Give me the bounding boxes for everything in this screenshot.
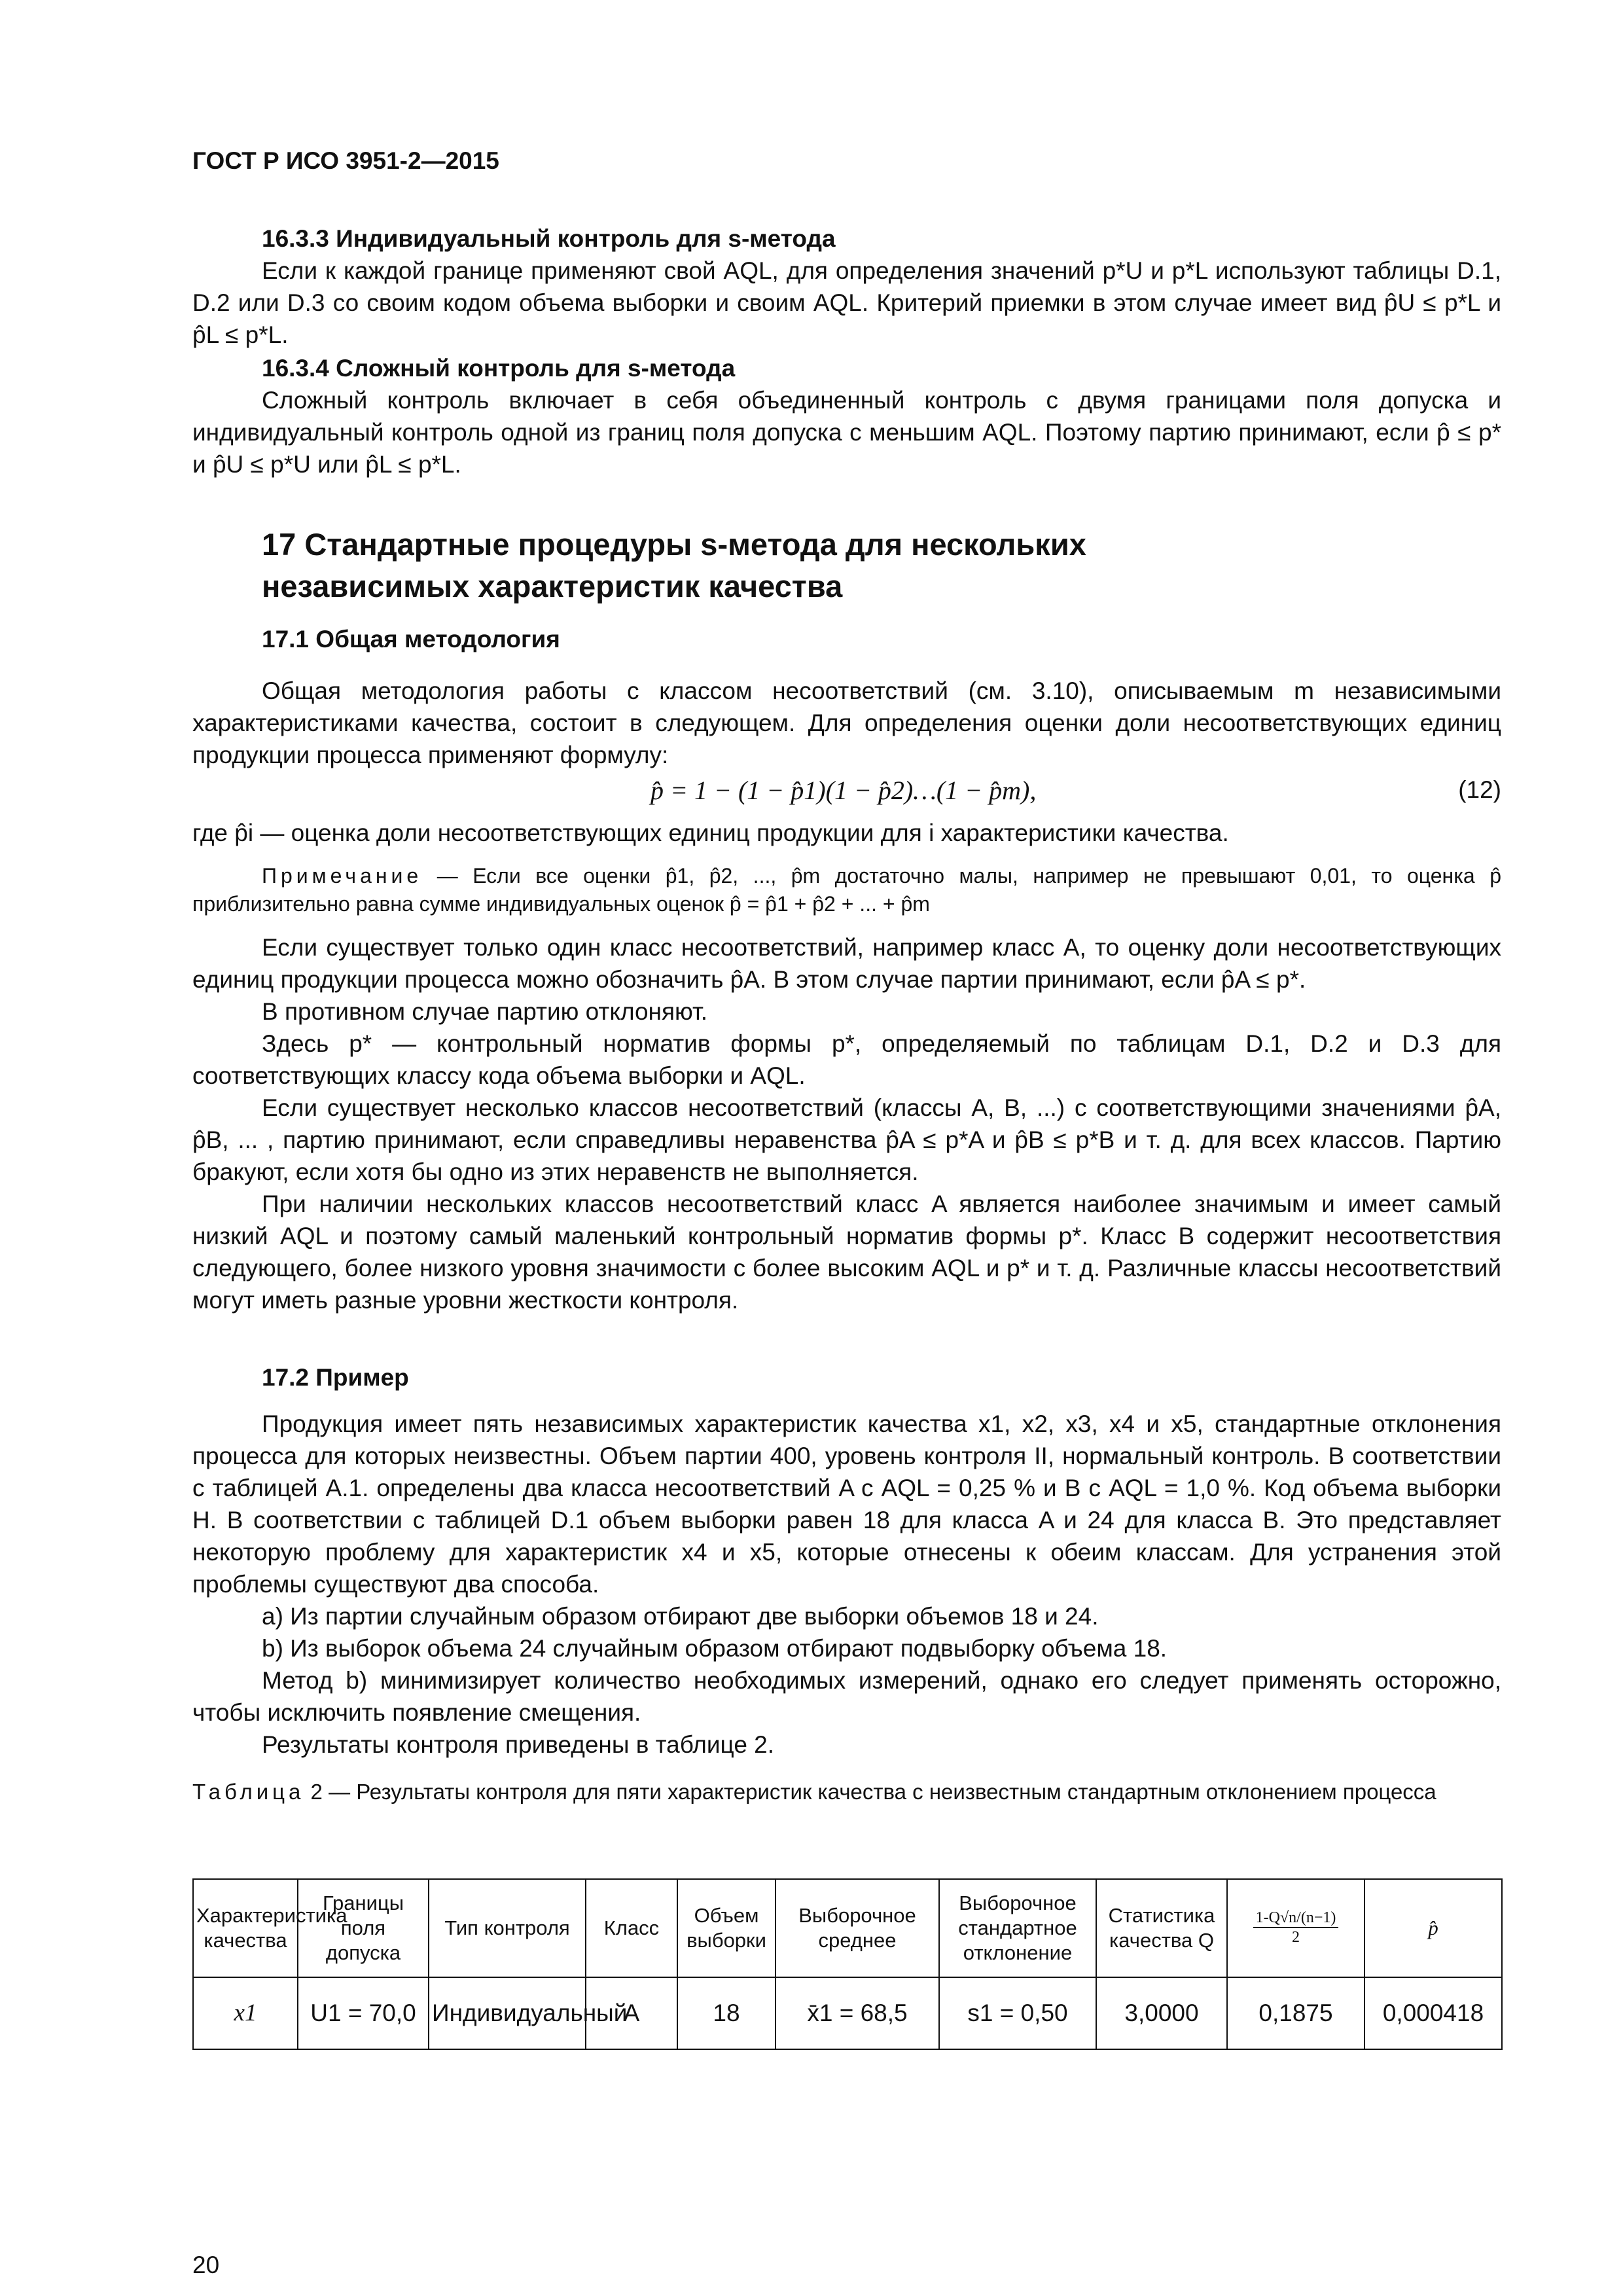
- col-sample-mean: Выборочное среднее: [776, 1879, 939, 1977]
- section-16-3-3: [192, 223, 1501, 351]
- heading-line-2: независимых характеристик качества: [262, 569, 843, 603]
- paragraph: Если существует только один класс несоответствий, например класс A, то оценку доли несоответствующих единиц продукции процесса можно обозначить p̂A. В этом случае партии принимают, если p̂A ≤ p*.: [192, 934, 1501, 993]
- section-17-heading: [192, 524, 1501, 607]
- formula-legend: где p̂i — оценка доли несоответствующих единиц продукции для i характеристики качества.: [192, 819, 1229, 846]
- cell-characteristic: x1: [193, 1977, 298, 2049]
- heading-line-1: 17 Стандартные процедуры s-метода для нескольких: [262, 527, 1086, 562]
- cell-formula-value: 0,1875: [1227, 1977, 1364, 2049]
- section-text: Сложный контроль включает в себя объединенный контроль с двумя границами поля допуска и индивидуальный контроль одной из границ поля допуска с меньшим AQL. Поэтому партию принимают, если p̂ ≤ p* и p̂U ≤ p*U или p̂L ≤ p*L.: [192, 387, 1501, 478]
- col-formula: [1227, 1879, 1364, 1977]
- section-title: 16.3.3 Индивидуальный контроль для s-метода: [262, 225, 836, 252]
- section-title: 16.3.4 Сложный контроль для s-метода: [262, 355, 736, 382]
- table-header-row: [193, 1879, 1502, 1977]
- col-tolerance-limits: Границы поля допуска: [298, 1879, 429, 1977]
- note-label: Примечание: [262, 864, 423, 888]
- col-inspection-type: Тип контроля: [429, 1879, 586, 1977]
- cell-sample-size: 18: [677, 1977, 776, 2049]
- section-title: 17.2 Пример: [262, 1364, 409, 1391]
- formula: p̂ = 1 − (1 − p̂1)(1 − p̂2)…(1 − p̂m),: [651, 776, 1037, 805]
- cell-tolerance-limit: U1 = 70,0: [298, 1977, 429, 2049]
- header-fraction: [1253, 1909, 1339, 1946]
- col-quality-statistic: Статистика качества Q: [1096, 1879, 1227, 1977]
- formula-number: (12): [1458, 776, 1501, 803]
- section-title: 17.1 Общая методология: [262, 626, 560, 653]
- note: [192, 862, 1501, 918]
- paragraph: Общая методология работы с классом несоответствий (см. 3.10), описываемым m независимыми характеристиками качества, состоит в следующем. Для определения оценки доли несоответствующих единиц продукции процесса применяют формулу:: [192, 677, 1501, 768]
- cell-sample-mean: x̄1 = 68,5: [776, 1977, 939, 2049]
- results-table: [192, 1878, 1503, 2050]
- note-text: — Если все оценки p̂1, p̂2, ..., p̂m достаточно малы, например не превышают 0,01, то оценка p̂ приблизительно равна сумме индивидуальных оценок p̂ = p̂1 + p̂2 + ... + p̂m: [192, 864, 1501, 916]
- paragraph: В противном случае партию отклоняют.: [262, 998, 708, 1025]
- fraction-denominator: 2: [1292, 1929, 1300, 1946]
- page-number: 20: [192, 2251, 220, 2278]
- paragraph: Если существует несколько классов несоответствий (классы A, B, ...) с соответствующими значениями p̂A, p̂B, ... , партию принимают, если справедливы неравенства p̂A ≤ p*A и p̂B ≤ p*B и т. д. для всех классов. Партию бракуют, если хотя бы одно из этих неравенств не выполняется.: [192, 1094, 1501, 1185]
- paragraph: Здесь p* — контрольный норматив формы p*, определяемый по таблицам D.1, D.2 и D.3 для соответствующих классу кода объема выборки и AQL.: [192, 1030, 1501, 1089]
- list-item-b: b) Из выборок объема 24 случайным образом отбирают подвыборку объема 18.: [262, 1635, 1168, 1662]
- list-item-a: a) Из партии случайным образом отбирают две выборки объемов 18 и 24.: [262, 1603, 1099, 1630]
- cell-sample-stddev: s1 = 0,50: [939, 1977, 1096, 2049]
- cell-p-hat: 0,000418: [1364, 1977, 1502, 2049]
- paragraph: Результаты контроля приведены в таблице 2.: [262, 1731, 775, 1758]
- section-text: Если к каждой границе применяют свой AQL, для определения значений p*U и p*L используют таблицы D.1, D.2 или D.3 со своим кодом объема выборки и своим AQL. Критерий приемки в этом случае имеет вид p̂U ≤ p*L и p̂L ≤ p*L.: [192, 257, 1501, 348]
- col-characteristic: Характеристика качества: [193, 1879, 298, 1977]
- paragraph: Продукция имеет пять независимых характеристик качества x1, x2, x3, x4 и x5, стандартные отклонения процесса для которых неизвестны. Объем партии 400, уровень контроля II, нормальный контроль. В соответствии с таблицей A.1. определены два класса несоответствий A с AQL = 0,25 % и B с AQL = 1,0 %. Код объема выборки H. В соответствии с таблицей D.1 объем выборки равен 18 для класса A и 24 для класса B. Это представляет некоторую проблему для характеристик x4 и x5, которые отнесены к обеим классам. Для устранения этой проблемы существуют два способа.: [192, 1410, 1501, 1598]
- section-16-3-4: [192, 352, 1501, 480]
- standard-header: ГОСТ Р ИСО 3951-2—2015: [192, 147, 499, 174]
- table-caption: [192, 1778, 1501, 1806]
- section-17-1: [192, 623, 1501, 1316]
- section-17-2: [192, 1361, 1501, 1806]
- cell-class: A: [586, 1977, 677, 2049]
- table-row: [193, 1977, 1502, 2049]
- cell-quality-statistic: 3,0000: [1096, 1977, 1227, 2049]
- table-caption-text: 2 — Результаты контроля для пяти характеристик качества с неизвестным стандартным отклонением процесса: [304, 1780, 1436, 1804]
- cell-inspection-type: Индивидуальный: [429, 1977, 586, 2049]
- col-class: Класс: [586, 1879, 677, 1977]
- col-sample-stddev: Выборочное стандартное отклонение: [939, 1879, 1096, 1977]
- col-p-hat: p̂: [1364, 1879, 1502, 1977]
- formula-12: [192, 771, 1501, 817]
- paragraph: При наличии нескольких классов несоответствий класс A является наиболее значимым и имеет самый низкий AQL и поэтому самый маленький контрольный норматив формы p*. Класс B содержит несоответствия следующего, более низкого уровня значимости с более высоким AQL и p* и т. д. Различные классы несоответствий могут иметь разные уровни жесткости контроля.: [192, 1191, 1501, 1314]
- table-caption-label: Таблица: [192, 1780, 305, 1804]
- paragraph: Метод b) минимизирует количество необходимых измерений, однако его следует применять осторожно, чтобы исключить появление смещения.: [192, 1667, 1501, 1726]
- col-sample-size: Объем выборки: [677, 1879, 776, 1977]
- fraction-numerator: 1-Q√n/(n−1): [1253, 1909, 1339, 1928]
